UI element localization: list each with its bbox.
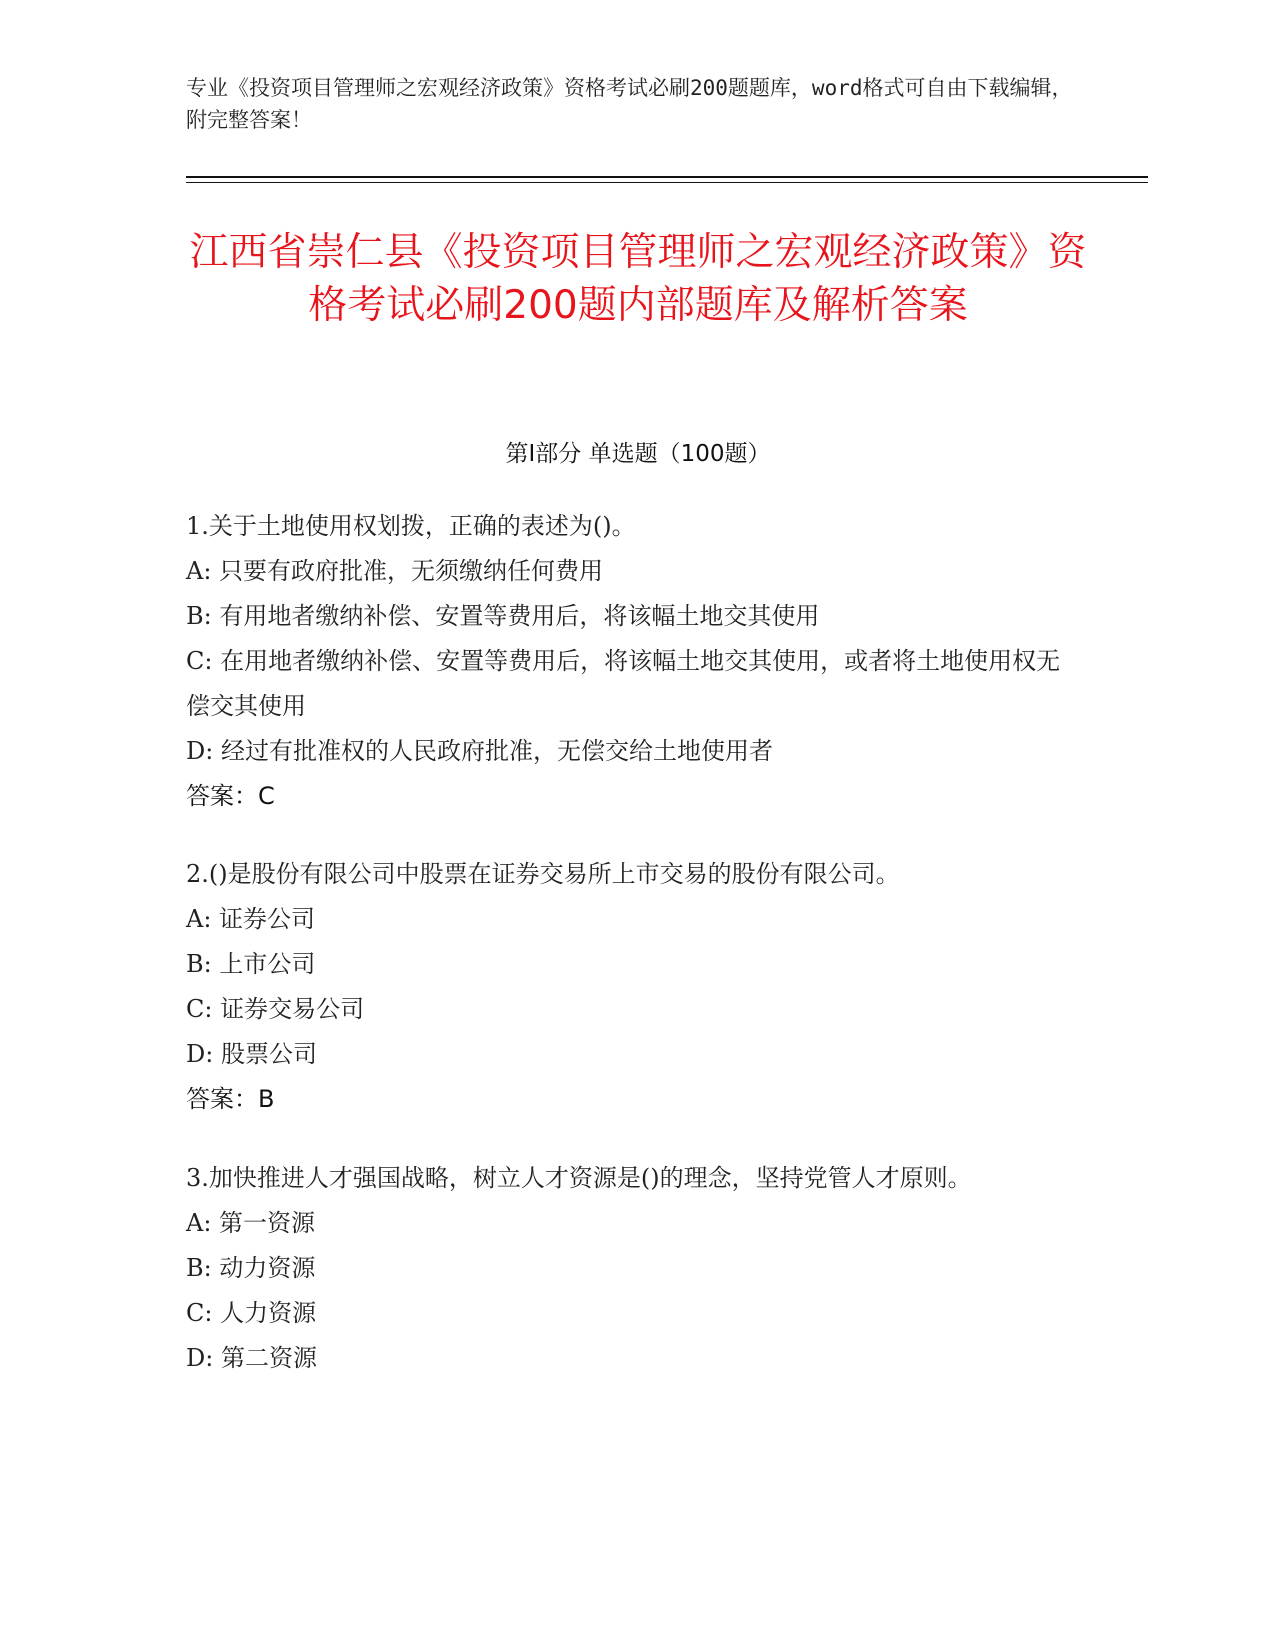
option-d: D: 股票公司 (186, 1040, 317, 1068)
question-text: 2.()是股份有限公司中股票在证券交易所上市交易的股份有限公司。 (186, 860, 900, 888)
option-b: B: 有用地者缴纳补偿、安置等费用后，将该幅土地交其使用 (186, 602, 820, 630)
option-a: A: 证券公司 (186, 905, 316, 933)
section-title: 第I部分 单选题（100题） (505, 441, 771, 467)
question-text: 1.关于土地使用权划拨，正确的表述为()。 (186, 512, 636, 540)
option-c: C: 人力资源 (186, 1299, 317, 1327)
document-title: 江西省崇仁县《投资项目管理师之宏观经济政策》资格考试必刷200题内部题库及解析答案 (189, 230, 1087, 328)
option-c: C: 证券交易公司 (186, 995, 365, 1023)
option-a: A: 只要有政府批准，无须缴纳任何费用 (186, 557, 604, 585)
option-d: D: 经过有批准权的人民政府批准，无偿交给土地使用者 (186, 737, 773, 765)
answer: 答案：C (186, 782, 275, 810)
answer: 答案：B (186, 1085, 275, 1113)
header-divider-thick (186, 176, 1148, 178)
option-c: C: 在用地者缴纳补偿、安置等费用后，将该幅土地交其使用，或者将土地使用权无偿交其使用 (186, 647, 1061, 720)
header-divider-thin (186, 182, 1148, 183)
question-2 (186, 852, 1066, 1122)
question-3 (186, 1156, 1066, 1381)
option-b: B: 动力资源 (186, 1254, 316, 1282)
option-d: D: 第二资源 (186, 1344, 317, 1372)
option-a: A: 第一资源 (186, 1209, 316, 1237)
option-b: B: 上市公司 (186, 950, 316, 978)
question-1 (186, 504, 1066, 819)
question-text: 3.加快推进人才强国战略，树立人才资源是()的理念，坚持党管人才原则。 (186, 1164, 972, 1192)
header-note: 专业《投资项目管理师之宏观经济政策》资格考试必刷200题题库，word格式可自由下载编辑，附完整答案！ (186, 76, 1073, 132)
